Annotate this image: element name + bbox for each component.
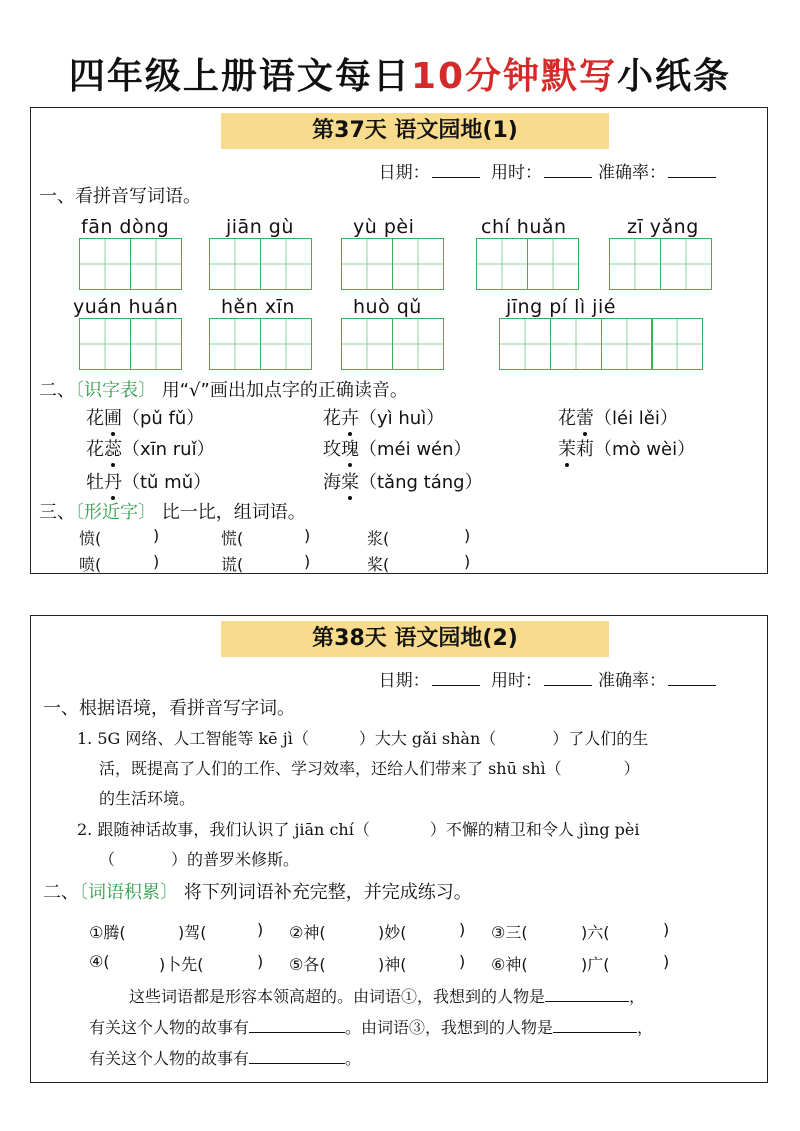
grid-4[interactable] (476, 238, 579, 290)
time-blank[interactable] (544, 163, 592, 178)
word-item (558, 435, 695, 461)
para-text: 有关这个人物的故事有 (89, 1018, 250, 1037)
day38-meta (379, 666, 722, 691)
grid-cell[interactable] (209, 238, 261, 290)
grid-cell[interactable] (527, 238, 579, 290)
q1-text-d: 活，既提高了人们的工作、学习效率，还给人们带来了 shū shì（ (99, 759, 562, 778)
fill-part: )驾( (178, 923, 207, 942)
word-char: 牡 (86, 472, 104, 493)
grid-cell[interactable] (260, 238, 312, 290)
grid-cell[interactable] (609, 238, 661, 290)
fill-part: ) (257, 952, 264, 971)
word-item (558, 404, 678, 430)
fill-part: ⑤各( (289, 955, 326, 974)
accuracy-blank[interactable] (668, 671, 716, 686)
word-dotted-char: 茉 (558, 435, 576, 461)
para-text: ， (629, 987, 646, 1006)
char-open: 谎( (221, 555, 244, 574)
paragraph-line-3 (89, 1046, 361, 1069)
fill-part: ) (459, 920, 466, 939)
day37-section2-title (39, 376, 408, 402)
grid-1[interactable] (79, 238, 182, 290)
answer-blank[interactable] (553, 1032, 637, 1033)
grid-cell[interactable] (550, 318, 602, 370)
word-dotted-char: 卉 (341, 404, 359, 430)
word-item (323, 468, 483, 494)
word-char: 花 (86, 408, 104, 429)
answer-blank[interactable] (545, 1001, 629, 1002)
question-1-line-2 (99, 756, 640, 779)
fill-part: )卜先( (159, 955, 204, 974)
grid-7[interactable] (209, 318, 312, 370)
question-1-line-1 (77, 726, 648, 749)
word-options[interactable]: （yì huì） (359, 408, 445, 429)
day38-section2-title (43, 878, 472, 904)
fill-part: ) (459, 952, 466, 971)
q2-text-b: ）不懈的精卫和令人 jìng pèi (429, 820, 640, 839)
para-text: 。由词语③，我想到的人物是 (345, 1018, 554, 1037)
day37-section3-title (39, 498, 306, 524)
title-prefix: 四年级上册语文每日 (68, 56, 411, 97)
word-dotted-char: 瑰 (341, 435, 359, 461)
date-blank[interactable] (432, 163, 480, 178)
char-close: ) (304, 552, 311, 571)
answer-blank[interactable] (249, 1032, 345, 1033)
fill-part: ) (663, 920, 670, 939)
fill-part: ) (663, 952, 670, 971)
question-1-line-3: 的生活环境。 (99, 789, 196, 808)
char-close: ) (153, 552, 160, 571)
time-label: 用时： (491, 163, 542, 183)
word-dotted-char: 丹 (104, 468, 122, 494)
date-blank[interactable] (432, 671, 480, 686)
fill-part: )神( (378, 955, 407, 974)
fill-part: )妙( (378, 923, 407, 942)
word-char: 花 (323, 408, 341, 429)
word-dotted-char: 棠 (341, 468, 359, 494)
day38-card (30, 615, 768, 1083)
char-close: ) (464, 526, 471, 545)
fill-part: ⑥神( (491, 955, 528, 974)
pinyin-4: chí huǎn (481, 216, 567, 238)
day38-heading: 第38天 语文园地(2) (221, 621, 609, 657)
fill-part: )广( (581, 955, 610, 974)
pinyin-3: yù pèi (353, 216, 415, 238)
char-open: 浆( (367, 529, 390, 548)
pinyin-1: fān dòng (81, 216, 170, 238)
section-tag: 〔形近字〕 (75, 502, 156, 523)
word-char: 花 (558, 408, 576, 429)
word-options[interactable]: （tǔ mǔ） (122, 472, 212, 493)
grid-9[interactable] (499, 318, 703, 370)
title-highlight: 10分钟默写 (410, 56, 618, 97)
q1-text-e: ） (623, 759, 640, 778)
grid-cell[interactable] (260, 318, 312, 370)
day37-section1-title: 一、看拼音写词语。 (39, 186, 201, 207)
pinyin-2: jiān gù (226, 216, 294, 238)
char-close: ) (304, 526, 311, 545)
word-options[interactable]: （xīn ruǐ） (122, 439, 215, 460)
date-label: 日期： (378, 671, 430, 691)
word-item (323, 404, 444, 430)
para-text: 有关这个人物的故事有 (89, 1049, 250, 1068)
word-options[interactable]: （pǔ fǔ） (122, 408, 205, 429)
fill-part: ①腾( (89, 923, 126, 942)
accuracy-label: 准确率： (598, 671, 666, 691)
word-dotted-char: 圃 (104, 404, 122, 430)
section-number: 二、 (43, 882, 79, 903)
grid-cell[interactable] (660, 238, 712, 290)
section-tag: 〔识字表〕 (75, 380, 156, 401)
grid-cell[interactable] (392, 238, 444, 290)
grid-5[interactable] (609, 238, 712, 290)
grid-6[interactable] (79, 318, 182, 370)
grid-cell[interactable] (79, 318, 131, 370)
day38-section1-title: 一、根据语境，看拼音写字词。 (43, 698, 295, 719)
word-char: 玫 (323, 439, 341, 460)
word-options[interactable]: （léi lěi） (594, 408, 678, 429)
char-open: 慌( (221, 529, 244, 548)
grid-3[interactable] (341, 238, 444, 290)
fill-part: ④( (89, 952, 110, 971)
fill-part: ) (257, 920, 264, 939)
word-dotted-char: 蕾 (576, 404, 594, 430)
time-blank[interactable] (544, 671, 592, 686)
q1-text-c: ）了人们的生 (552, 729, 649, 748)
grid-cell[interactable] (79, 238, 131, 290)
grid-cell[interactable] (130, 238, 182, 290)
pinyin-7: hěn xīn (221, 296, 295, 318)
grid-2[interactable] (209, 238, 312, 290)
accuracy-blank[interactable] (668, 163, 716, 178)
day37-meta (379, 158, 722, 183)
day37-card (30, 107, 768, 574)
pinyin-5: zī yǎng (627, 216, 699, 238)
section-instruction: 用“√”画出加点字的正确读音。 (161, 380, 408, 401)
section-instruction: 比一比，组词语。 (161, 502, 306, 523)
para-text: ， (637, 1018, 654, 1037)
word-item (86, 468, 211, 494)
q2-text-a: 2. 跟随神话故事，我们认识了 jiān chí（ (77, 820, 370, 839)
page-title (0, 48, 800, 99)
word-char: 莉 (576, 439, 594, 460)
pinyin-9: jīng pí lì jié (506, 296, 616, 318)
section-instruction: 将下列词语补充完整，并完成练习。 (183, 882, 472, 903)
question-2-line-2 (99, 847, 299, 870)
grid-cell[interactable] (392, 318, 444, 370)
q2-text-c: （ (99, 850, 116, 869)
date-label: 日期： (378, 163, 430, 183)
grid-cell[interactable] (601, 318, 653, 370)
grid-cell[interactable] (341, 238, 393, 290)
char-close: ) (464, 552, 471, 571)
fill-part: ②神( (289, 923, 326, 942)
q2-text-d: ）的普罗米修斯。 (171, 850, 300, 869)
word-item (86, 435, 215, 461)
section-number: 二、 (39, 380, 75, 401)
char-close: ) (153, 526, 160, 545)
paragraph-line-2 (89, 1015, 653, 1038)
question-2-line-1 (77, 817, 639, 840)
para-text: 这些词语都是形容本领高超的。由词语①，我想到的人物是 (129, 987, 546, 1006)
word-item (86, 404, 204, 430)
q1-text-a: 1. 5G 网络、人工智能等 kē jì（ (77, 729, 309, 748)
answer-blank[interactable] (249, 1063, 345, 1064)
title-suffix: 小纸条 (617, 56, 732, 97)
word-options[interactable]: （méi wén） (359, 439, 472, 460)
char-open: 愤( (79, 529, 102, 548)
grid-cell[interactable] (209, 318, 261, 370)
char-open: 桨( (367, 555, 390, 574)
para-text: 。 (345, 1049, 362, 1068)
word-dotted-char: 蕊 (104, 435, 122, 461)
q1-text-b: ）大大 gǎi shàn（ (358, 729, 497, 748)
pinyin-8: huò qǔ (353, 296, 422, 318)
word-item (323, 435, 472, 461)
section-number: 三、 (39, 502, 75, 523)
accuracy-label: 准确率： (598, 163, 666, 183)
word-options[interactable]: （mò wèi） (594, 439, 696, 460)
grid-cell[interactable] (130, 318, 182, 370)
grid-cell[interactable] (651, 318, 703, 370)
grid-cell[interactable] (499, 318, 551, 370)
pinyin-6: yuán huán (73, 296, 179, 318)
time-label: 用时： (491, 671, 542, 691)
fill-part: )六( (581, 923, 610, 942)
fill-part: ③三( (491, 923, 528, 942)
word-char: 花 (86, 439, 104, 460)
word-options[interactable]: （tǎng táng） (359, 472, 483, 493)
grid-cell[interactable] (476, 238, 528, 290)
section-tag: 〔词语积累〕 (79, 882, 178, 903)
char-open: 喷( (79, 555, 102, 574)
day37-heading: 第37天 语文园地(1) (221, 113, 609, 149)
grid-cell[interactable] (341, 318, 393, 370)
grid-8[interactable] (341, 318, 444, 370)
word-char: 海 (323, 472, 341, 493)
paragraph-line-1 (129, 984, 645, 1007)
